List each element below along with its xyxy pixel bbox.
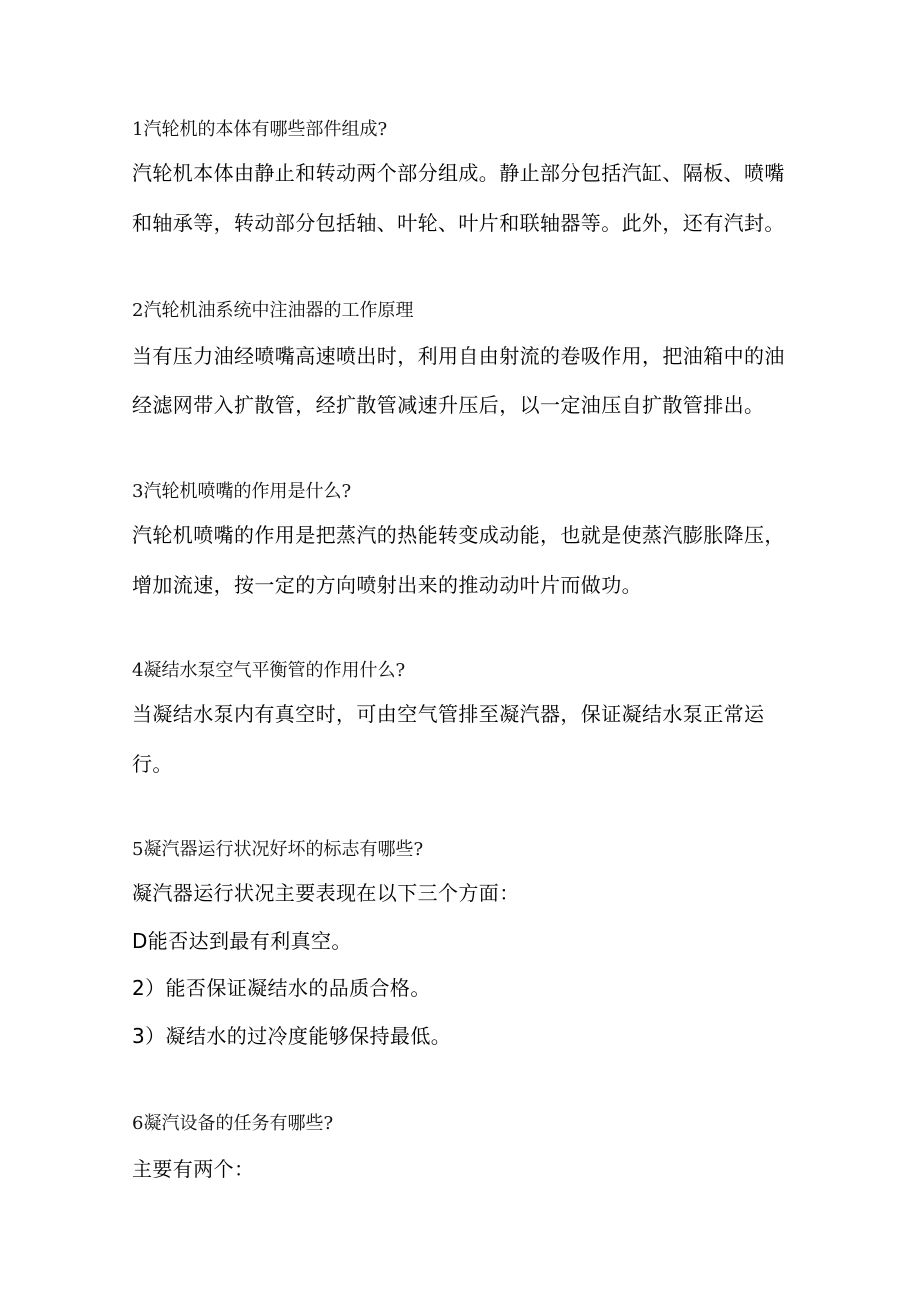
answer-5-line-2: D能否达到最有利真空。 xyxy=(132,929,352,953)
question-5: 5凝汽器运行状况好坏的标志有哪些? xyxy=(132,839,424,860)
answer-6-line-1: 主要有两个： xyxy=(132,1157,255,1181)
question-1: 1汽轮机的本体有哪些部件组成? xyxy=(132,119,388,140)
answer-5-line-3: 2）能否保证凝结水的品质合格。 xyxy=(132,976,431,1000)
answer-5-line-4: 3）凝结水的过冷度能够保持最低。 xyxy=(132,1024,452,1048)
answer-5-line-1: 凝汽器运行状况主要表现在以下三个方面： xyxy=(132,881,520,905)
answer-4-line-1: 当凝结水泵内有真空时，可由空气管排至凝汽器，保证凝结水泵正常运 xyxy=(132,702,765,726)
question-6: 6凝汽设备的任务有哪些? xyxy=(132,1113,334,1134)
question-2: 2汽轮机油系统中注油器的工作原理 xyxy=(132,300,414,321)
answer-1-line-1: 汽轮机本体由静止和转动两个部分组成。静止部分包括汽缸、隔板、喷嘴 xyxy=(132,161,785,185)
answer-3-line-2: 增加流速，按一定的方向喷射出来的推动动叶片而做功。 xyxy=(132,573,642,597)
answer-4-line-2: 行。 xyxy=(132,752,173,776)
question-4: 4凝结水泵空气平衡管的作用什么? xyxy=(132,660,406,681)
question-3: 3汽轮机喷嘴的作用是什么? xyxy=(132,481,352,502)
answer-2-line-1: 当有压力油经喷嘴高速喷出时，利用自由射流的卷吸作用，把油箱中的油 xyxy=(132,344,785,368)
answer-3-line-1: 汽轮机喷嘴的作用是把蒸汽的热能转变成动能，也就是使蒸汽膨胀降压， xyxy=(132,523,785,547)
answer-2-line-2: 经滤网带入扩散管，经扩散管减速升压后，以一定油压自扩散管排出。 xyxy=(132,393,765,417)
answer-1-line-2: 和轴承等，转动部分包括轴、叶轮、叶片和联轴器等。此外，还有汽封。 xyxy=(132,211,785,235)
